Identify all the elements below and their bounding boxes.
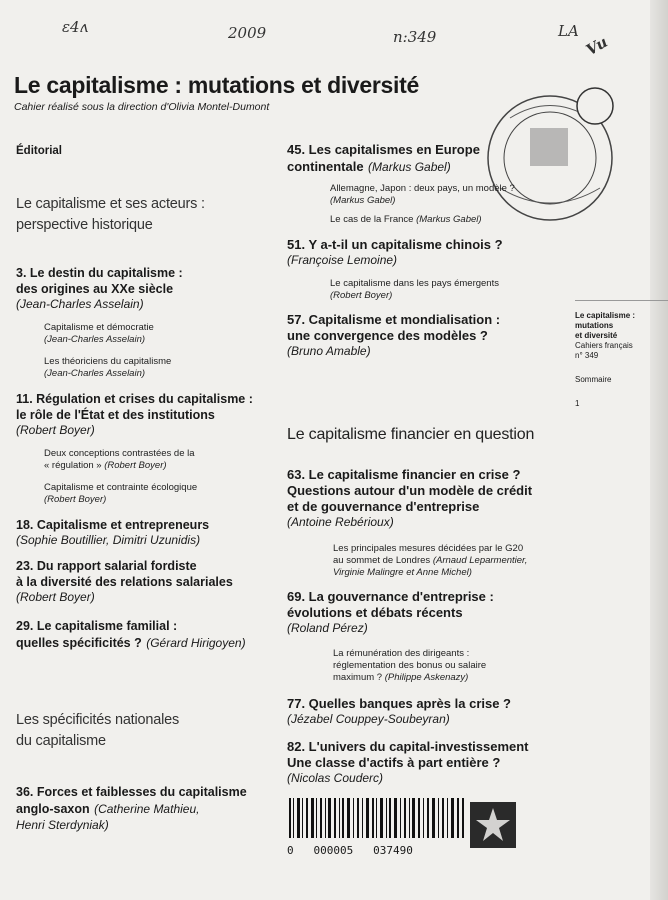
toc-entry-51[interactable]: 51. Y a-t-il un capitalisme chinois ? (Françoise Lemoine) xyxy=(287,237,503,267)
toc-entry-23[interactable]: 23. Du rapport salarial fordiste à la diversité des relations salariales (Robert Boyer) xyxy=(16,559,233,604)
toc-subentry-3a[interactable]: Capitalisme et démocratie (Jean-Charles Asselain) xyxy=(44,322,154,345)
toc-entry-45[interactable]: 45. Les capitalismes en Europe continentale (Markus Gabel) xyxy=(287,142,480,174)
toc-entry-18[interactable]: 18. Capitalisme et entrepreneurs (Sophie Boutillier, Dimitri Uzunidis) xyxy=(16,518,210,547)
handwritten-note-left: ɛ4ʌ xyxy=(62,18,89,36)
barcode-number: 0 000005 037490 xyxy=(287,844,413,857)
toc-entry-82[interactable]: 82. L'univers du capital-investissement Une classe d'actifs à part entière ? (Nicolas Couderc) xyxy=(287,739,529,785)
toc-subentry-51a[interactable]: Le capitalisme dans les pays émergents (Robert Boyer) xyxy=(330,278,499,301)
toc-entry-36[interactable]: 36. Forces et faiblesses du capitalisme anglo-saxon (Catherine Mathieu, Henri Sterdyniak) xyxy=(16,785,247,832)
toc-entry-57[interactable]: 57. Capitalisme et mondialisation : une convergence des modèles ? (Bruno Amable) xyxy=(287,312,501,358)
toc-entry-69[interactable]: 69. La gouvernance d'entreprise : évolutions et débats récents (Roland Pérez) xyxy=(287,589,494,635)
toc-subentry-11a[interactable]: Deux conceptions contrastées de la « régulation » (Robert Boyer) xyxy=(44,448,195,471)
section-heading-acteurs: Le capitalisme et ses acteurs : perspective historique xyxy=(16,196,205,233)
toc-subentry-3b[interactable]: Les théoriciens du capitalisme (Jean-Charles Asselain) xyxy=(44,356,172,379)
scan-edge-shadow xyxy=(650,0,668,900)
section-heading-financier: Le capitalisme financier en question xyxy=(287,426,535,443)
toc-entry-63[interactable]: 63. Le capitalisme financier en crise ? Questions autour d'un modèle de crédit et de gouvernance d'entreprise (Antoine Rebérioux) xyxy=(287,467,533,529)
toc-subentry-45a[interactable]: Allemagne, Japon : deux pays, un modèle ? (Markus Gabel) xyxy=(330,183,515,206)
page-title: Le capitalisme : mutations et diversité xyxy=(14,72,419,98)
toc-subentry-11b[interactable]: Capitalisme et contrainte écologique (Robert Boyer) xyxy=(44,482,198,505)
toc-subentry-45b[interactable]: Le cas de la France (Markus Gabel) xyxy=(330,214,482,225)
handwritten-year: 2009 xyxy=(228,24,267,42)
toc-subentry-63a[interactable]: Les principales mesures décidées par le G20 au sommet de Londres (Arnaud Leparmentier, Virginie Malingre et Anne Michel) xyxy=(333,543,528,578)
toc-subentry-69a[interactable]: La rémunération des dirigeants : réglementation des bonus ou salaire maximum ? (Philippe Askenazy) xyxy=(333,648,487,683)
toc-entry-77[interactable]: 77. Quelles banques après la crise ? (Jézabel Couppey-Soubeyran) xyxy=(287,696,511,726)
section-heading-specificites: Les spécificités nationales du capitalisme xyxy=(16,712,180,749)
editorial-label: Éditorial xyxy=(16,145,63,157)
adjacent-page-sidebar: Le capitalisme : mutations et diversité Cahiers français n° 349 Sommaire 1 xyxy=(575,300,668,409)
toc-entry-29[interactable]: 29. Le capitalisme familial : quelles spécificités ? (Gérard Hirigoyen) xyxy=(16,619,246,650)
barcode xyxy=(287,798,467,857)
handwritten-corner: LA xyxy=(558,22,579,40)
toc-entry-11[interactable]: 11. Régulation et crises du capitalisme : le rôle de l'État et des institutions (Robert Boyer) xyxy=(16,392,253,437)
toc-entry-3[interactable]: 3. Le destin du capitalisme : des origines au XXe siècle (Jean-Charles Asselain) xyxy=(16,266,183,311)
barcode-bars xyxy=(287,798,467,838)
publisher-logo xyxy=(470,802,516,848)
stamp-label: Vu xyxy=(582,32,611,60)
page-subtitle: Cahier réalisé sous la direction d'Olivia Montel-Dumont xyxy=(14,101,270,113)
handwritten-issue-number: n:349 xyxy=(393,28,437,46)
